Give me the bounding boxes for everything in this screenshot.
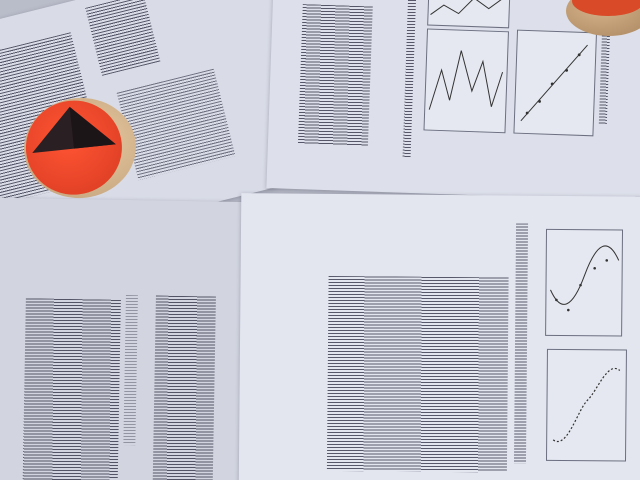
text-column xyxy=(327,276,509,473)
text-block xyxy=(403,0,417,158)
plot-scatter xyxy=(513,30,597,137)
text-column xyxy=(22,298,120,480)
text-column xyxy=(152,296,215,480)
plot-small-top xyxy=(427,0,510,28)
plot-line xyxy=(423,28,509,133)
text-block xyxy=(85,0,160,76)
paper-sheet-bottom-right xyxy=(239,193,640,480)
triangle-icon xyxy=(21,96,126,200)
paper-sheet-bottom-left xyxy=(0,197,273,480)
plot-curve xyxy=(545,229,623,337)
text-column xyxy=(514,224,528,464)
table-block xyxy=(117,69,236,181)
text-column xyxy=(123,295,138,445)
text-block xyxy=(298,4,373,146)
marker-face xyxy=(572,0,640,16)
marker-face xyxy=(21,96,126,200)
plot-noisy-scatter xyxy=(546,349,627,462)
